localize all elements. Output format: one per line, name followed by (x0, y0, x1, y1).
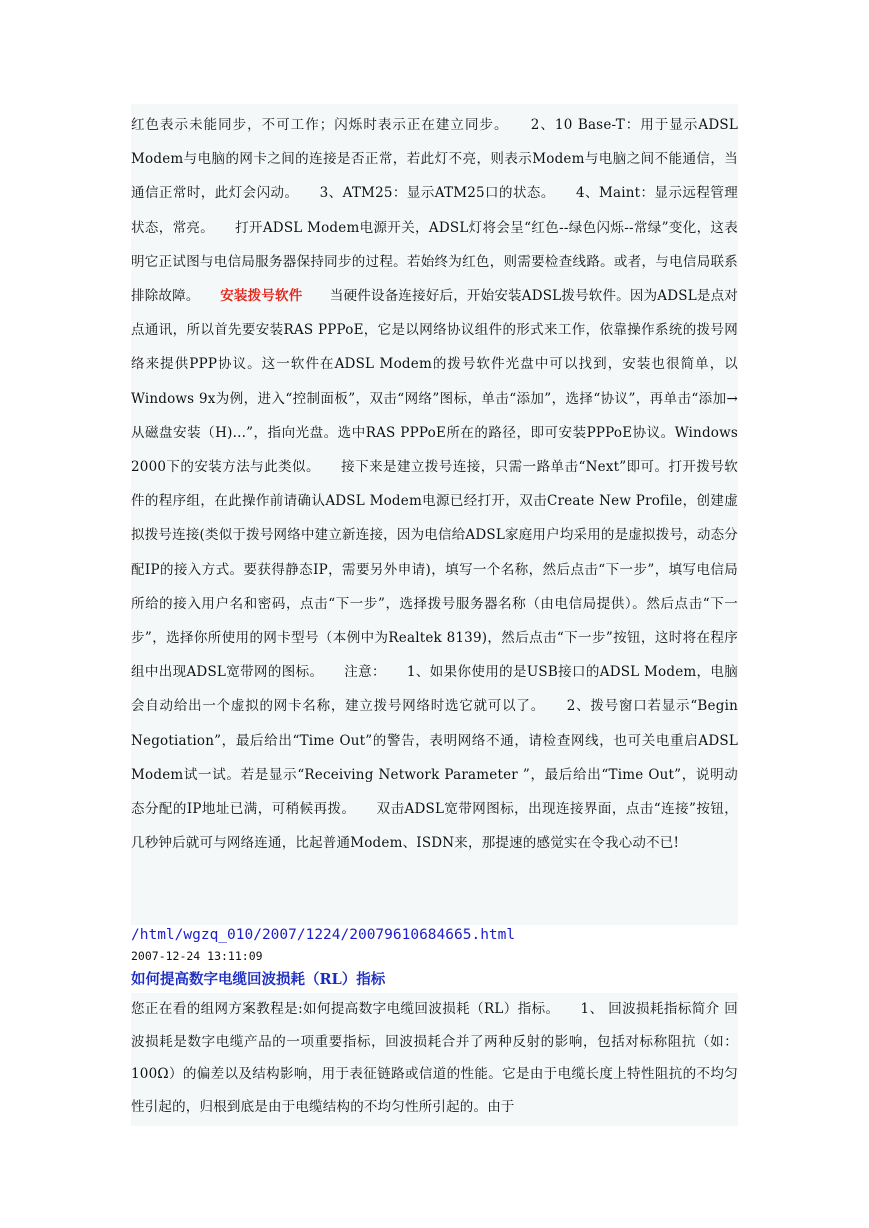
article-text-block (131, 104, 738, 925)
article-timestamp: 2007-12-24 13:11:09 (131, 949, 263, 963)
section-heading-install-dialer: 安装拨号软件 (220, 288, 303, 305)
article-body-2: 您正在看的组网方案教程是:如何提高数字电缆回波损耗（RL）指标。 1、 回波损耗指标简介 回波损耗是数字电缆产品的一项重要指标，回波损耗合并了两种反射的影响，包括对标称阻抗（如：100Ω）的偏差以及结构影响，用于表征链路或信道的性能。它是由于电缆长度上特性阻抗的不均匀性引起的，归根到底是由于电缆结构的不均匀性所引起的。由于 (131, 1001, 738, 1115)
article-title[interactable]: 如何提高数字电缆回波损耗（RL）指标 (131, 971, 386, 988)
article-link[interactable]: /html/wgzq_010/2007/1224/20079610684665.html (131, 927, 516, 943)
article-body-part2: 当硬件设备连接好后，开始安装ADSL拨号软件。因为ADSL是点对点通讯，所以首先要安装RAS PPPoE，它是以网络协议组件的形式来工作，依靠操作系统的拨号网络来提供PPP协议。这一软件在ADSL Modem的拨号软件光盘中可以找到，安装也很简单，以Windows 9x为例，进入“控制面板”，双击“网络”图标，单击“添加”，选择“协议”，再单击“添加→从磁盘安装（H)...”，指向光盘。选中RAS PPPoE所在的路径，即可安装PPPoE协议。Windows 2000下的安装方法与此类似。 接下来是建立拨号连接，只需一路单击“Next”即可。打开拨号软件的程序组，在此操作前请确认ADSL Modem电源已经打开，双击Create New Profile，创建虚拟拨号连接(类似于拨号网络中建立新连接，因为电信给ADSL家庭用户均采用的是虚拟拨号，动态分配IP的接入方式。要获得静态IP，需要另外申请)，填写一个名称，然后点击“下一步”，填写电信局所给的接入用户名和密码，点击“下一步”，选择拨号服务器名称（由电信局提供）。然后点击“下一步”，选择你所使用的网卡型号（本例中为Realtek 8139)，然后点击“下一步”按钮，这时将在程序组中出现ADSL宽带网的图标。 注意： 1、如果你使用的是USB接口的ADSL Modem，电脑会自动给出一个虚拟的网卡名称，建立拨号网络时选它就可以了。 2、拨号窗口若显示“Begin Negotiation”，最后给出“Time Out”的警告，表明网络不通，请检查网线，也可关电重启ADSL Modem试一试。若是显示“Receiving Network Parameter ”，最后给出“Time Out”，说明动态分配的IP地址已满，可稍候再拨。 双击ADSL宽带网图标，出现连接界面，点击“连接”按钮，几秒钟后就可与网络连通，比起普通Modem、ISDN来，那提速的感觉实在令我心动不已! (131, 288, 739, 852)
article-body-part1: 红色表示未能同步，不可工作；闪烁时表示正在建立同步。 2、10 Base-T：用于显示ADSL Modem与电脑的网卡之间的连接是否正常，若此灯不亮，则表示Modem与电脑之间不能通信，当通信正常时，此灯会闪动。 3、ATM25：显示ATM25口的状态。 4、Maint：显示远程管理状态，常亮。 打开ADSL Modem电源开关，ADSL灯将会呈“红色--绿色闪烁--常绿”变化，这表明它正试图与电信局服务器保持同步的过程。若始终为红色，则需要检查线路。或者，与电信局联系排除故障。 (131, 117, 738, 305)
article-text-block-2 (131, 993, 738, 1126)
article-body (131, 104, 738, 860)
